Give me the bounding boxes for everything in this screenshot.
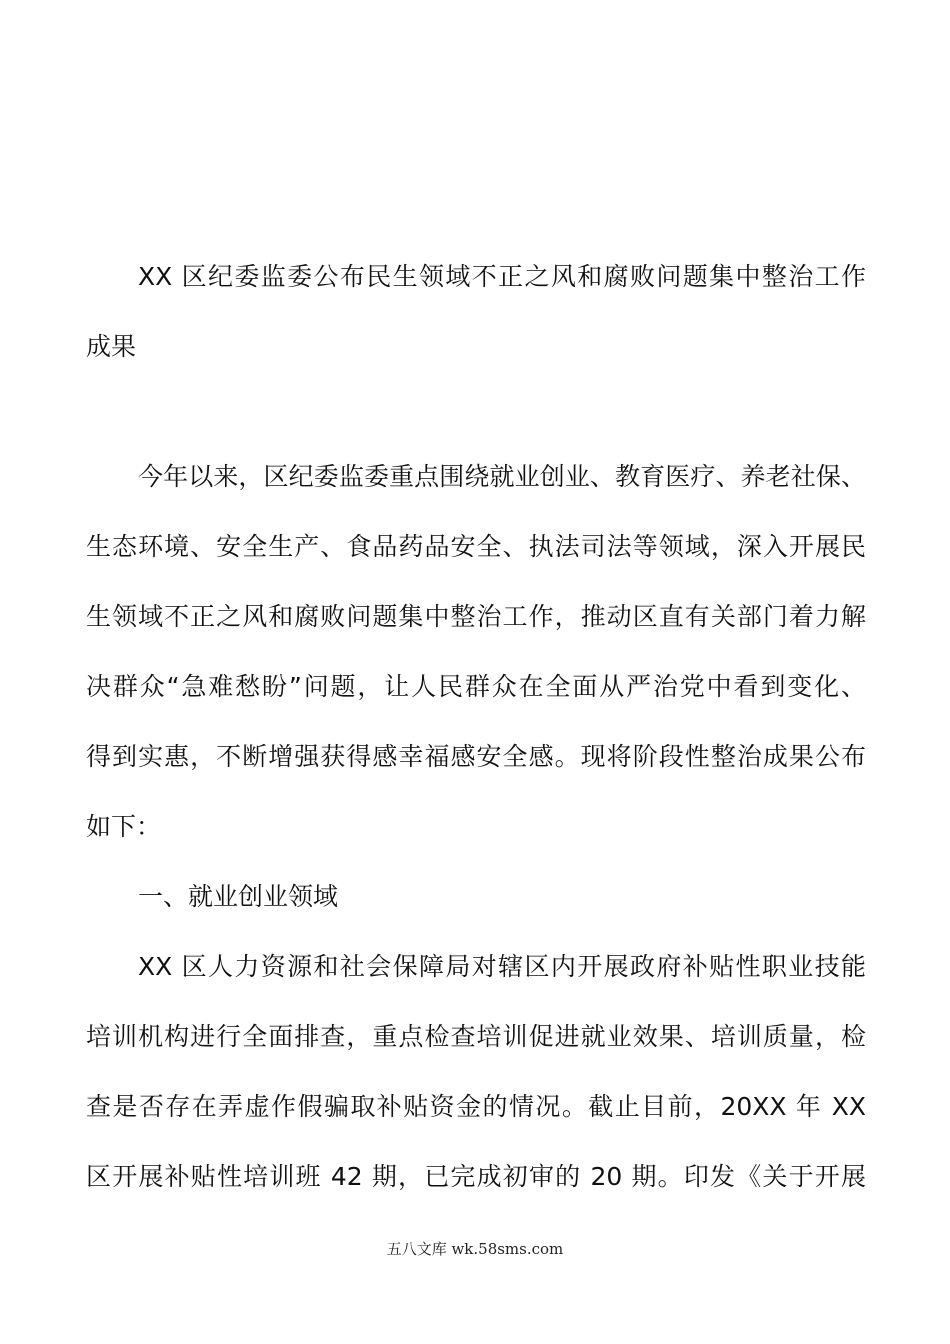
paragraph-2-line-1: XX 区人力资源和社会保障局对辖区内开展政府补贴性职业技能 [138,952,866,981]
paragraph-1-line-3: 生领域不正之风和腐败问题集中整治工作，推动区直有关部门着力解 [86,602,866,631]
paragraph-2-line-4: 区开展补贴性培训班 42 期，已完成初审的 20 期。印发《关于开展 [86,1162,866,1191]
paragraph-1-line-2: 生态环境、安全生产、食品药品安全、执法司法等领域，深入开展民 [86,532,866,561]
title-line-1: XX 区纪委监委公布民生领域不正之风和腐败问题集中整治工作 [138,262,866,291]
paragraph-1-line-5: 得到实惠，不断增强获得感幸福感安全感。现将阶段性整治成果公布 [86,742,866,771]
paragraph-1-line-6: 如下： [86,812,162,841]
section-1-heading: 一、就业创业领域 [138,882,339,911]
paragraph-1-line-1: 今年以来，区纪委监委重点围绕就业创业、教育医疗、养老社保、 [138,462,866,491]
document-body [86,242,866,1212]
footer-watermark: 五八文库 wk.58sms.com [386,1240,564,1258]
paragraph-2-line-2: 培训机构进行全面排查，重点检查培训促进就业效果、培训质量，检 [86,1022,866,1051]
spacer [86,382,866,442]
paragraph-1-line-4: 决群众“急难愁盼”问题，让人民群众在全面从严治党中看到变化、 [86,672,866,701]
paragraph-2-line-3: 查是否存在弄虚作假骗取补贴资金的情况。截止目前，20XX 年 XX [86,1092,866,1121]
title-line-2: 成果 [86,332,137,361]
